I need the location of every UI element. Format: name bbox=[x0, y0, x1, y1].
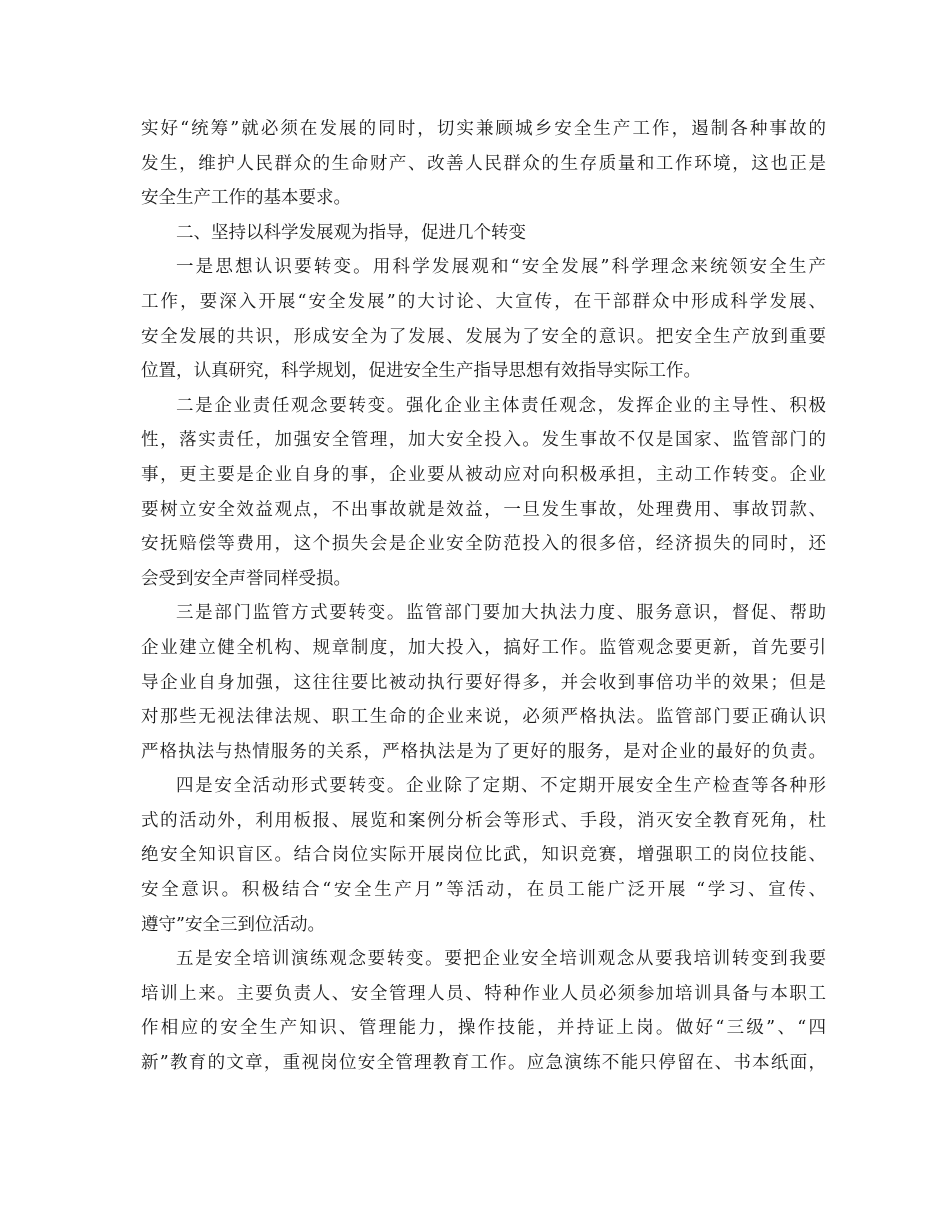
text-line: 二是企业责任观念要转变。强化企业主体责任观念，发挥企业的主导性、积极 bbox=[176, 395, 826, 416]
text-line: 绝安全知识盲区。结合岗位实际开展岗位比武，知识竞赛，增强职工的岗位技能、 bbox=[141, 845, 826, 866]
text-line: 作相应的安全生产知识、管理能力，操作技能，并持证上岗。做好“三级”、“四 bbox=[141, 1018, 826, 1039]
text-line: 四是安全活动形式要转变。企业除了定期、不定期开展安全生产检查等各种形 bbox=[176, 776, 826, 797]
text-line: 对那些无视法律法规、职工生命的企业来说，必须严格执法。监管部门要正确认识 bbox=[141, 707, 826, 728]
text-line: 工作，要深入开展“安全发展”的大讨论、大宣传，在干部群众中形成科学发展、 bbox=[141, 291, 826, 312]
text-line: 企业建立健全机构、规章制度，加大投入，搞好工作。监管观念要更新，首先要引 bbox=[141, 637, 826, 658]
text-line: 会受到安全声誉同样受损。 bbox=[141, 568, 351, 589]
text-line: 性，落实责任，加强安全管理，加大安全投入。发生事故不仅是国家、监管部门的 bbox=[141, 430, 826, 451]
text-line: 安抚赔偿等费用，这个损失会是企业安全防范投入的很多倍，经济损失的同时，还 bbox=[141, 534, 826, 555]
text-line: 安全发展的共识，形成安全为了发展、发展为了安全的意识。把安全生产放到重要 bbox=[141, 326, 826, 347]
text-line: 严格执法与热情服务的关系，严格执法是为了更好的服务，是对企业的最好的负责。 bbox=[141, 741, 826, 762]
text-line: 新”教育的文章，重视岗位安全管理教育工作。应急演练不能只停留在、书本纸面， bbox=[141, 1053, 826, 1074]
text-line: 安全意识。积极结合“安全生产月”等活动，在员工能广泛开展 “学习、宣传、 bbox=[141, 880, 826, 901]
text-line: 三是部门监管方式要转变。监管部门要加大执法力度、服务意识，督促、帮助 bbox=[176, 603, 826, 624]
text-line: 要树立安全效益观点，不出事故就是效益，一旦发生事故，处理费用、事故罚款、 bbox=[141, 499, 826, 520]
text-line: 发生，维护人民群众的生命财产、改善人民群众的生存质量和工作环境，这也正是 bbox=[141, 153, 826, 174]
text-line: 位置，认真研究，科学规划，促进安全生产指导思想有效指导实际工作。 bbox=[141, 361, 701, 382]
document-page bbox=[141, 112, 826, 1081]
text-line: 实好“统筹”就必须在发展的同时，切实兼顾城乡安全生产工作，遏制各种事故的 bbox=[141, 119, 826, 139]
text-line: 五是安全培训演练观念要转变。要把企业安全培训观念从要我培训转变到我要 bbox=[176, 949, 826, 970]
text-line: 培训上来。主要负责人、安全管理人员、特种作业人员必须参加培训具备与本职工 bbox=[141, 983, 826, 1004]
text-line: 遵守”安全三到位活动。 bbox=[141, 914, 325, 935]
text-line: 事，更主要是企业自身的事，企业要从被动应对向积极承担，主动工作转变。企业 bbox=[141, 464, 826, 485]
text-line: 式的活动外，利用板报、展览和案例分析会等形式、手段，消灭安全教育死角，杜 bbox=[141, 810, 826, 831]
text-line: 导企业自身加强，这往往要比被动执行要好得多，并会收到事倍功半的效果；但是 bbox=[141, 672, 826, 693]
text-line: 一是思想认识要转变。用科学发展观和“安全发展”科学理念来统领安全生产 bbox=[176, 257, 826, 278]
text-line: 二、坚持以科学发展观为指导，促进几个转变 bbox=[176, 222, 526, 243]
text-line: 安全生产工作的基本要求。 bbox=[141, 188, 351, 209]
